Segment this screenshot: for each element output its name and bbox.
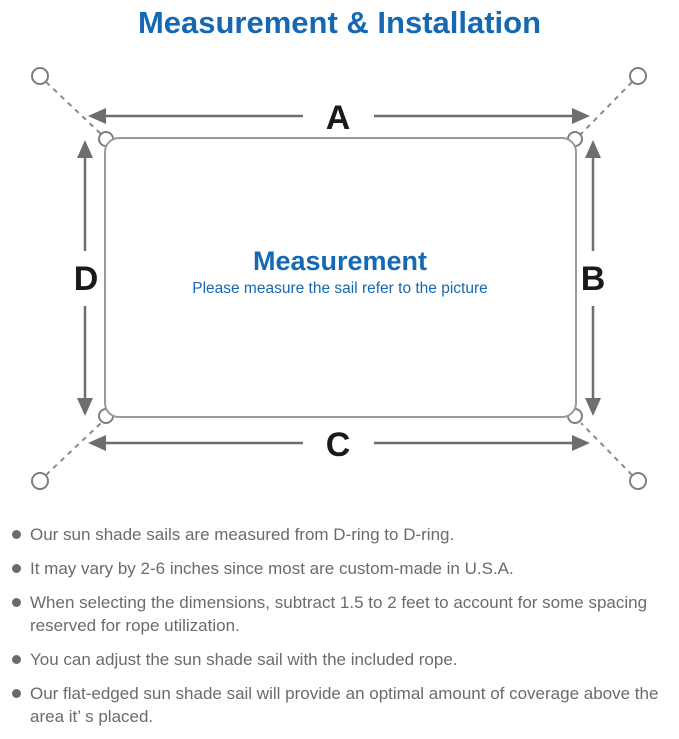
diagram-center-title: Measurement — [252, 246, 428, 277]
measurement-diagram — [0, 53, 679, 508]
diagram-center-subtitle: Please measure the sail refer to the picture — [192, 280, 488, 298]
note-item — [10, 557, 671, 580]
dimension-label-b: B — [580, 260, 606, 299]
bullet-icon — [12, 530, 21, 539]
anchor-ring-icon-top-left — [32, 68, 48, 84]
tension-line-top-right — [581, 82, 632, 134]
tension-line-bottom-right — [581, 423, 632, 475]
anchor-ring-icon-bottom-right — [630, 473, 646, 489]
anchor-ring-icon-bottom-left — [32, 473, 48, 489]
tension-line-bottom-left — [46, 423, 101, 475]
bullet-icon — [12, 689, 21, 698]
sail-outline — [105, 138, 576, 417]
tension-line-top-left — [46, 82, 101, 134]
dimension-label-a: A — [325, 99, 351, 138]
dimension-label-d: D — [73, 260, 99, 299]
page-title: Measurement & Installation — [137, 5, 542, 40]
notes-list — [0, 508, 679, 728]
note-item — [10, 682, 671, 728]
note-text: You can adjust the sun shade sail with the included rope. — [30, 650, 458, 670]
bullet-icon — [12, 564, 21, 573]
note-text: Our flat-edged sun shade sail will provide an optimal amount of coverage above the area it’ s placed. — [30, 684, 659, 727]
bullet-icon — [12, 598, 21, 607]
note-item — [10, 591, 671, 637]
note-text: It may vary by 2-6 inches since most are custom-made in U.S.A. — [30, 559, 514, 579]
anchor-ring-icon-top-right — [630, 68, 646, 84]
note-text: Our sun shade sails are measured from D-ring to D-ring. — [30, 525, 455, 545]
dimension-label-c: C — [325, 426, 351, 465]
note-item — [10, 648, 671, 671]
bullet-icon — [12, 655, 21, 664]
note-item — [10, 523, 671, 546]
note-text: When selecting the dimensions, subtract 1.5 to 2 feet to account for some spacing reserved for rope utilization. — [30, 593, 648, 636]
